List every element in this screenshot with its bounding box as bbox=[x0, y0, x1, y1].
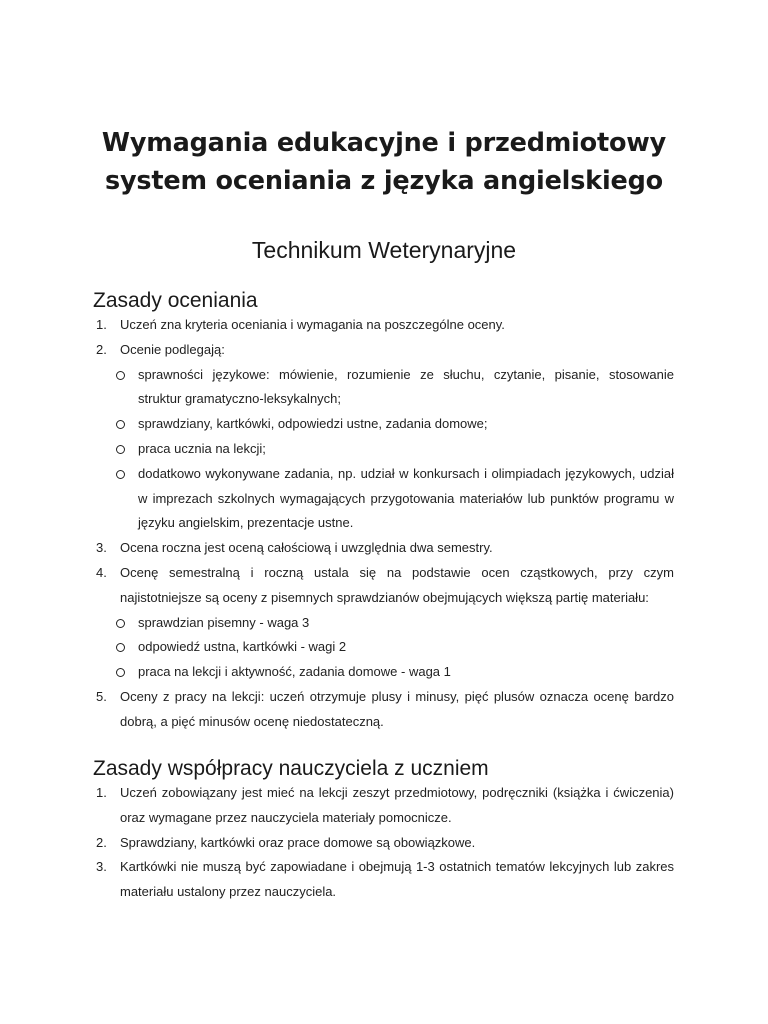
item-number: 3. bbox=[96, 540, 107, 556]
sub-item-text: praca ucznia na lekcji; bbox=[138, 440, 266, 456]
circle-bullet-icon bbox=[116, 420, 125, 429]
item-number: 2. bbox=[96, 834, 107, 850]
sub-item-text: dodatkowo wykonywane zadania, np. udział w konkursach i olimpiadach językowych, udział w imprezach szkolnych wymagających przygotowania materiałów lub punktów programu w języku angielskim, prezentacje ustne. bbox=[138, 465, 674, 531]
sub-list bbox=[93, 363, 674, 537]
sub-list-item bbox=[93, 660, 674, 685]
sub-item-text: sprawności językowe: mówienie, rozumienie ze słuchu, czytanie, pisanie, stosowanie struktur gramatyczno-leksykalnych; bbox=[138, 366, 674, 407]
title-line-2: system oceniania z języka angielskiego bbox=[105, 166, 663, 196]
sub-item-text: odpowiedź ustna, kartkówki - wagi 2 bbox=[138, 639, 347, 655]
list-item bbox=[93, 338, 674, 363]
document-title bbox=[60, 124, 708, 200]
sub-list-container bbox=[93, 363, 674, 537]
list-item bbox=[93, 536, 674, 561]
list-item bbox=[93, 855, 674, 905]
item-number: 5. bbox=[96, 688, 107, 704]
section-heading-cooperation: Zasady współpracy nauczyciela z uczniem bbox=[93, 757, 489, 780]
list-item bbox=[93, 313, 674, 338]
item-number: 1. bbox=[96, 317, 107, 332]
sub-item-text: sprawdziany, kartkówki, odpowiedzi ustne, zadania domowe; bbox=[138, 416, 488, 432]
circle-bullet-icon bbox=[116, 371, 125, 380]
sub-list bbox=[93, 611, 674, 685]
section-heading-grading: Zasady oceniania bbox=[93, 289, 258, 312]
item-text: Uczeń zobowiązany jest mieć na lekcji zeszyt przedmiotowy, podręczniki (książka i ćwiczenia) oraz wymagane przez nauczyciela materiały pomocnicze. bbox=[120, 785, 674, 825]
title-line-1: Wymagania edukacyjne i przedmiotowy bbox=[101, 128, 667, 158]
sub-item-text: sprawdzian pisemny - waga 3 bbox=[138, 614, 310, 630]
item-number: 3. bbox=[96, 859, 107, 875]
list-item bbox=[93, 685, 674, 735]
item-text: Kartkówki nie muszą być zapowiadane i obejmują 1-3 ostatnich tematów lekcyjnych lub zakres materiału ustalony przez nauczyciela. bbox=[120, 859, 674, 900]
sub-list-item bbox=[93, 412, 674, 437]
item-text: Sprawdziany, kartkówki oraz prace domowe są obowiązkowe. bbox=[120, 834, 476, 850]
item-number: 1. bbox=[96, 785, 107, 800]
circle-bullet-icon bbox=[116, 643, 125, 652]
item-text: Oceny z pracy na lekcji: uczeń otrzymuje plusy i minusy, pięć plusów oznacza ocenę bardzo dobrą, a pięć minusów ocenę niedostateczną. bbox=[120, 688, 674, 729]
sub-list-container bbox=[93, 611, 674, 685]
item-number: 2. bbox=[96, 341, 107, 357]
item-text: Ocenę semestralną i roczną ustala się na podstawie ocen cząstkowych, przy czym najistotniejsze są oceny z pisemnych sprawdzianów obejmujących większą partię materiału: bbox=[120, 564, 674, 605]
sub-item-text: praca na lekcji i aktywność, zadania domowe - waga 1 bbox=[138, 664, 451, 680]
item-text: Uczeń zna kryteria oceniania i wymagania na poszczególne oceny. bbox=[120, 317, 505, 332]
cooperation-rules-list bbox=[93, 781, 674, 905]
sub-list-item bbox=[93, 363, 674, 413]
sub-list-item bbox=[93, 437, 674, 462]
sub-list-item bbox=[93, 635, 674, 660]
item-number: 4. bbox=[96, 564, 107, 580]
sub-list-item bbox=[93, 462, 674, 536]
circle-bullet-icon bbox=[116, 445, 125, 454]
document-subtitle: Technikum Weterynaryjne bbox=[251, 237, 517, 263]
list-item bbox=[93, 561, 674, 611]
list-item bbox=[93, 781, 674, 831]
sub-list-item bbox=[93, 611, 674, 636]
circle-bullet-icon bbox=[116, 470, 125, 479]
grading-rules-list bbox=[93, 313, 674, 735]
circle-bullet-icon bbox=[116, 668, 125, 677]
circle-bullet-icon bbox=[116, 619, 125, 628]
list-item bbox=[93, 831, 674, 856]
item-text: Ocenie podlegają: bbox=[120, 341, 225, 357]
item-text: Ocena roczna jest oceną całościową i uwzględnia dwa semestry. bbox=[120, 540, 493, 556]
